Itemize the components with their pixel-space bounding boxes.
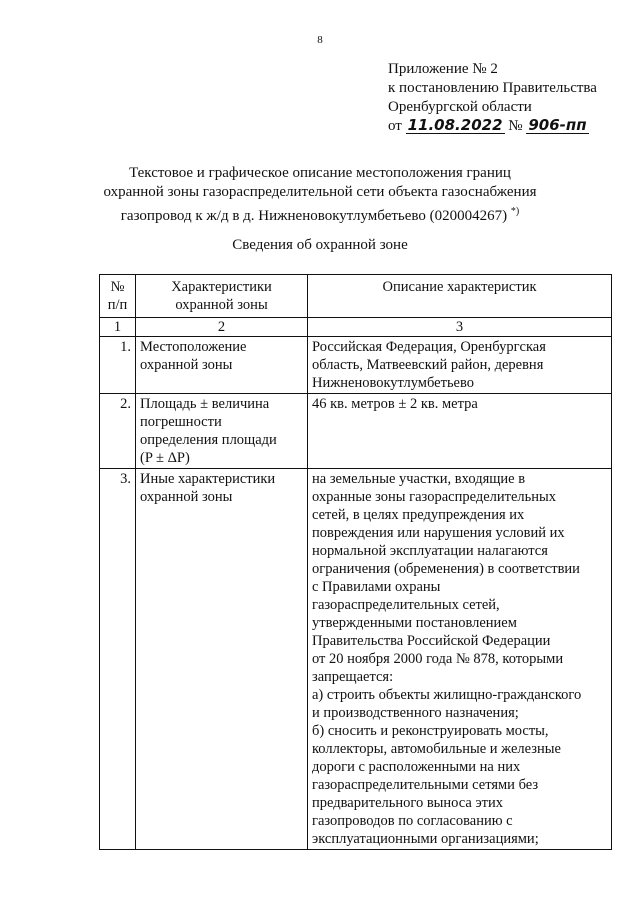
characteristic-line: погрешности: [140, 414, 222, 430]
description-line: охранные зоны газораспределительных: [312, 489, 557, 505]
description-line: Правительства Российской Федерации: [312, 633, 551, 649]
title-line-3-text: газопровод к ж/д в д. Нижненовокутлумбетьево (020004267): [120, 208, 508, 224]
table-row: [100, 337, 612, 394]
description-line: на земельные участки, входящие в: [312, 471, 526, 487]
appendix-date-line: [388, 117, 597, 136]
appendix-line-1: Приложение № 2: [388, 61, 498, 77]
row-characteristic: [136, 337, 308, 394]
header-characteristic: Характеристики охранной зоны: [136, 275, 308, 318]
table-body: [100, 337, 612, 850]
description-line: дороги с расположенными на них: [312, 759, 521, 775]
table-header-row: [100, 275, 612, 318]
appendix-from-prefix: от: [388, 118, 402, 134]
description-line: нормальной эксплуатации налагаются: [312, 543, 548, 559]
description-line: предварительного выноса этих: [312, 795, 504, 811]
table-column-numbers-row: [100, 318, 612, 337]
description-line: б) сносить и реконструировать мосты,: [312, 723, 549, 739]
description-line: утвержденными постановлением: [312, 615, 517, 631]
footnote-mark: *): [510, 206, 520, 217]
header-number: № п/п: [100, 275, 136, 318]
appendix-number-sign: №: [508, 118, 523, 134]
description-line: Российская Федерация, Оренбургская: [312, 339, 546, 355]
description-line: от 20 ноября 2000 года № 878, которыми: [312, 651, 564, 667]
row-characteristic: [136, 469, 308, 850]
description-line: 46 кв. метров ± 2 кв. метра: [312, 396, 478, 412]
description-line: с Правилами охраны: [312, 579, 441, 595]
row-number: 3.: [100, 469, 136, 850]
row-description: [308, 394, 612, 469]
appendix-date: 11.08.2022: [407, 116, 503, 134]
document-title: [0, 164, 640, 226]
appendix-number: 906-пп: [528, 116, 587, 134]
characteristic-line: Иные характеристики: [140, 471, 276, 487]
column-number: 2: [136, 318, 308, 337]
row-description: [308, 469, 612, 850]
description-line: газопроводов по согласованию с: [312, 813, 513, 829]
description-line: эксплуатационными организациями;: [312, 831, 539, 847]
title-line-1: Текстовое и графическое описание местоположения границ: [129, 165, 511, 181]
characteristic-line: Местоположение: [140, 339, 247, 355]
table-row: [100, 394, 612, 469]
description-line: газораспределительных сетей,: [312, 597, 500, 613]
characteristic-line: Площадь ± величина: [140, 396, 270, 412]
appendix-line-3: Оренбургской области: [388, 99, 532, 115]
characteristic-line: охранной зоны: [140, 357, 233, 373]
column-number: 1: [100, 318, 136, 337]
description-line: коллекторы, автомобильные и железные: [312, 741, 561, 757]
page-number: 8: [317, 34, 323, 46]
row-number: 2.: [100, 394, 136, 469]
description-line: и производственного назначения;: [312, 705, 519, 721]
description-line: запрещается:: [312, 669, 394, 685]
description-line: повреждения или нарушения условий их: [312, 525, 565, 541]
description-line: ограничения (обременения) в соответствии: [312, 561, 580, 577]
characteristic-line: определения площади: [140, 432, 277, 448]
section-subtitle: Сведения об охранной зоне: [232, 237, 408, 253]
characteristic-line: охранной зоны: [140, 489, 233, 505]
appendix-block: [388, 60, 597, 136]
row-number: 1.: [100, 337, 136, 394]
characteristic-line: (P ± ΔP): [140, 450, 190, 466]
description-line: газораспределительными сетями без: [312, 777, 539, 793]
column-number: 3: [308, 318, 612, 337]
header-description: Описание характеристик: [308, 275, 612, 318]
title-line-3: [0, 202, 640, 226]
title-line-2: охранной зоны газораспределительной сети объекта газоснабжения: [103, 184, 537, 200]
appendix-line-2: к постановлению Правительства: [388, 80, 597, 96]
description-line: Нижненовокутлумбетьево: [312, 375, 474, 391]
description-line: сетей, в целях предупреждения их: [312, 507, 525, 523]
row-characteristic: [136, 394, 308, 469]
description-line: а) строить объекты жилищно-гражданского: [312, 687, 582, 703]
table-row: [100, 469, 612, 850]
description-line: область, Матвеевский район, деревня: [312, 357, 544, 373]
row-description: [308, 337, 612, 394]
zone-info-table: [99, 274, 612, 850]
